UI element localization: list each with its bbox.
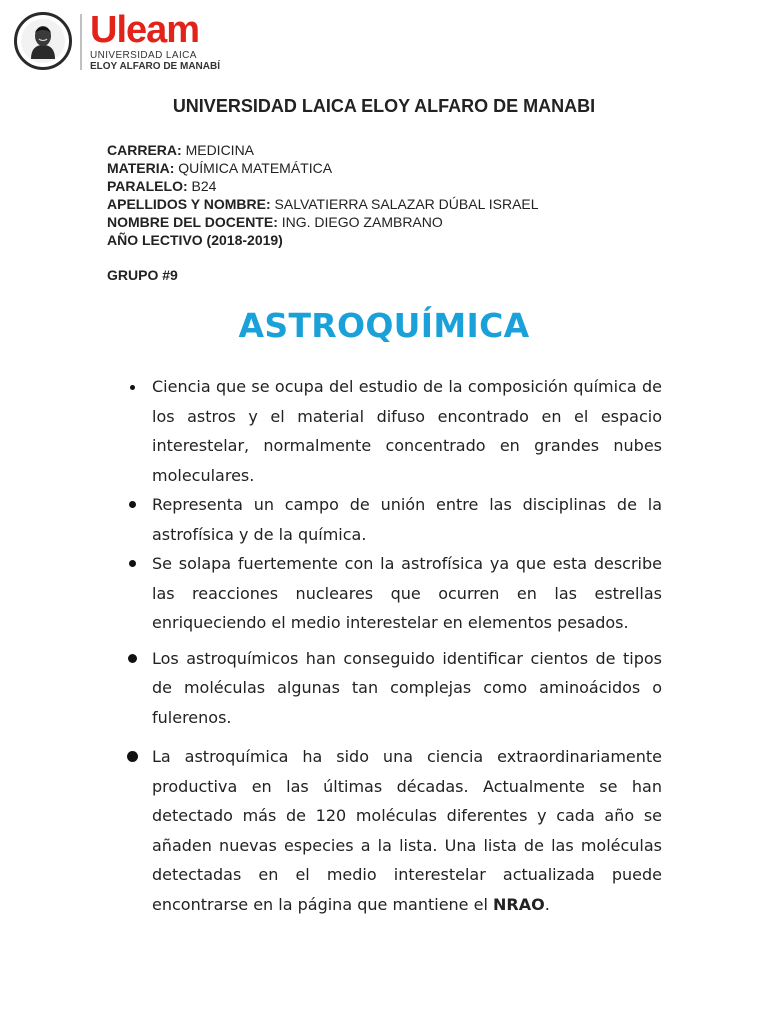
info-row-section: PARALELO: B24: [107, 178, 217, 194]
bullet-icon: [127, 751, 138, 762]
logo-divider: [80, 14, 82, 70]
brand-block: [90, 10, 220, 73]
list-item: Ciencia que se ocupa del estudio de la composición química de los astros y el material difuso encontrado en el espacio interestelar, normalmente concentrado en grandes nubes moleculares.: [124, 372, 662, 490]
brand-name: Uleam: [90, 9, 200, 51]
university-title: UNIVERSIDAD LAICA ELOY ALFARO DE MANABI: [172, 96, 596, 116]
list-item: Se solapa fuertemente con la astrofísica ya que esta describe las reacciones nucleares que ocurren en las estrellas enriqueciendo el medio interestelar en elementos pesados.: [124, 549, 662, 638]
bullet-icon: [128, 654, 137, 663]
brand-subtitle-1: UNIVERSIDAD LAICA: [90, 50, 197, 61]
info-row-teacher: NOMBRE DEL DOCENTE: ING. DIEGO ZAMBRANO: [107, 214, 443, 230]
page-title: ASTROQUÍMICA: [238, 306, 530, 345]
student-info: [107, 141, 539, 249]
list-item: Los astroquímicos han conseguido identificar cientos de tipos de moléculas algunas tan complejas como aminoácidos o fulerenos.: [124, 644, 662, 733]
brand-subtitle-2: ELOY ALFARO DE MANABÍ: [90, 61, 221, 72]
bullet-icon: [129, 560, 136, 567]
nrao-link-text: NRAO: [492, 894, 545, 914]
university-logo: [14, 9, 221, 73]
group-label: GRUPO #9: [107, 267, 178, 283]
bullet-list: [124, 372, 662, 919]
portrait-seal-icon: [14, 12, 72, 70]
info-row-career: CARRERA: MEDICINA: [107, 142, 255, 158]
bullet-icon: [130, 385, 135, 390]
info-row-student: APELLIDOS Y NOMBRE: SALVATIERRA SALAZAR DÚBAL ISRAEL: [107, 196, 539, 212]
info-row-year: AÑO LECTIVO (2018-2019): [107, 232, 283, 248]
list-item: La astroquímica ha sido una ciencia extraordinariamente productiva en las últimas décadas. Actualmente se han detectado más de 120 moléculas diferentes y cada año se añaden nuevas especies a la lista. Una lista de las moléculas detectadas en el medio interestelar actualizada puede encontrarse en la página que mantiene el NRAO.: [124, 742, 662, 919]
info-row-subject: MATERIA: QUÍMICA MATEMÁTICA: [107, 160, 333, 176]
bullet-icon: [129, 501, 136, 508]
list-item: Representa un campo de unión entre las disciplinas de la astrofísica y de la química.: [124, 490, 662, 549]
